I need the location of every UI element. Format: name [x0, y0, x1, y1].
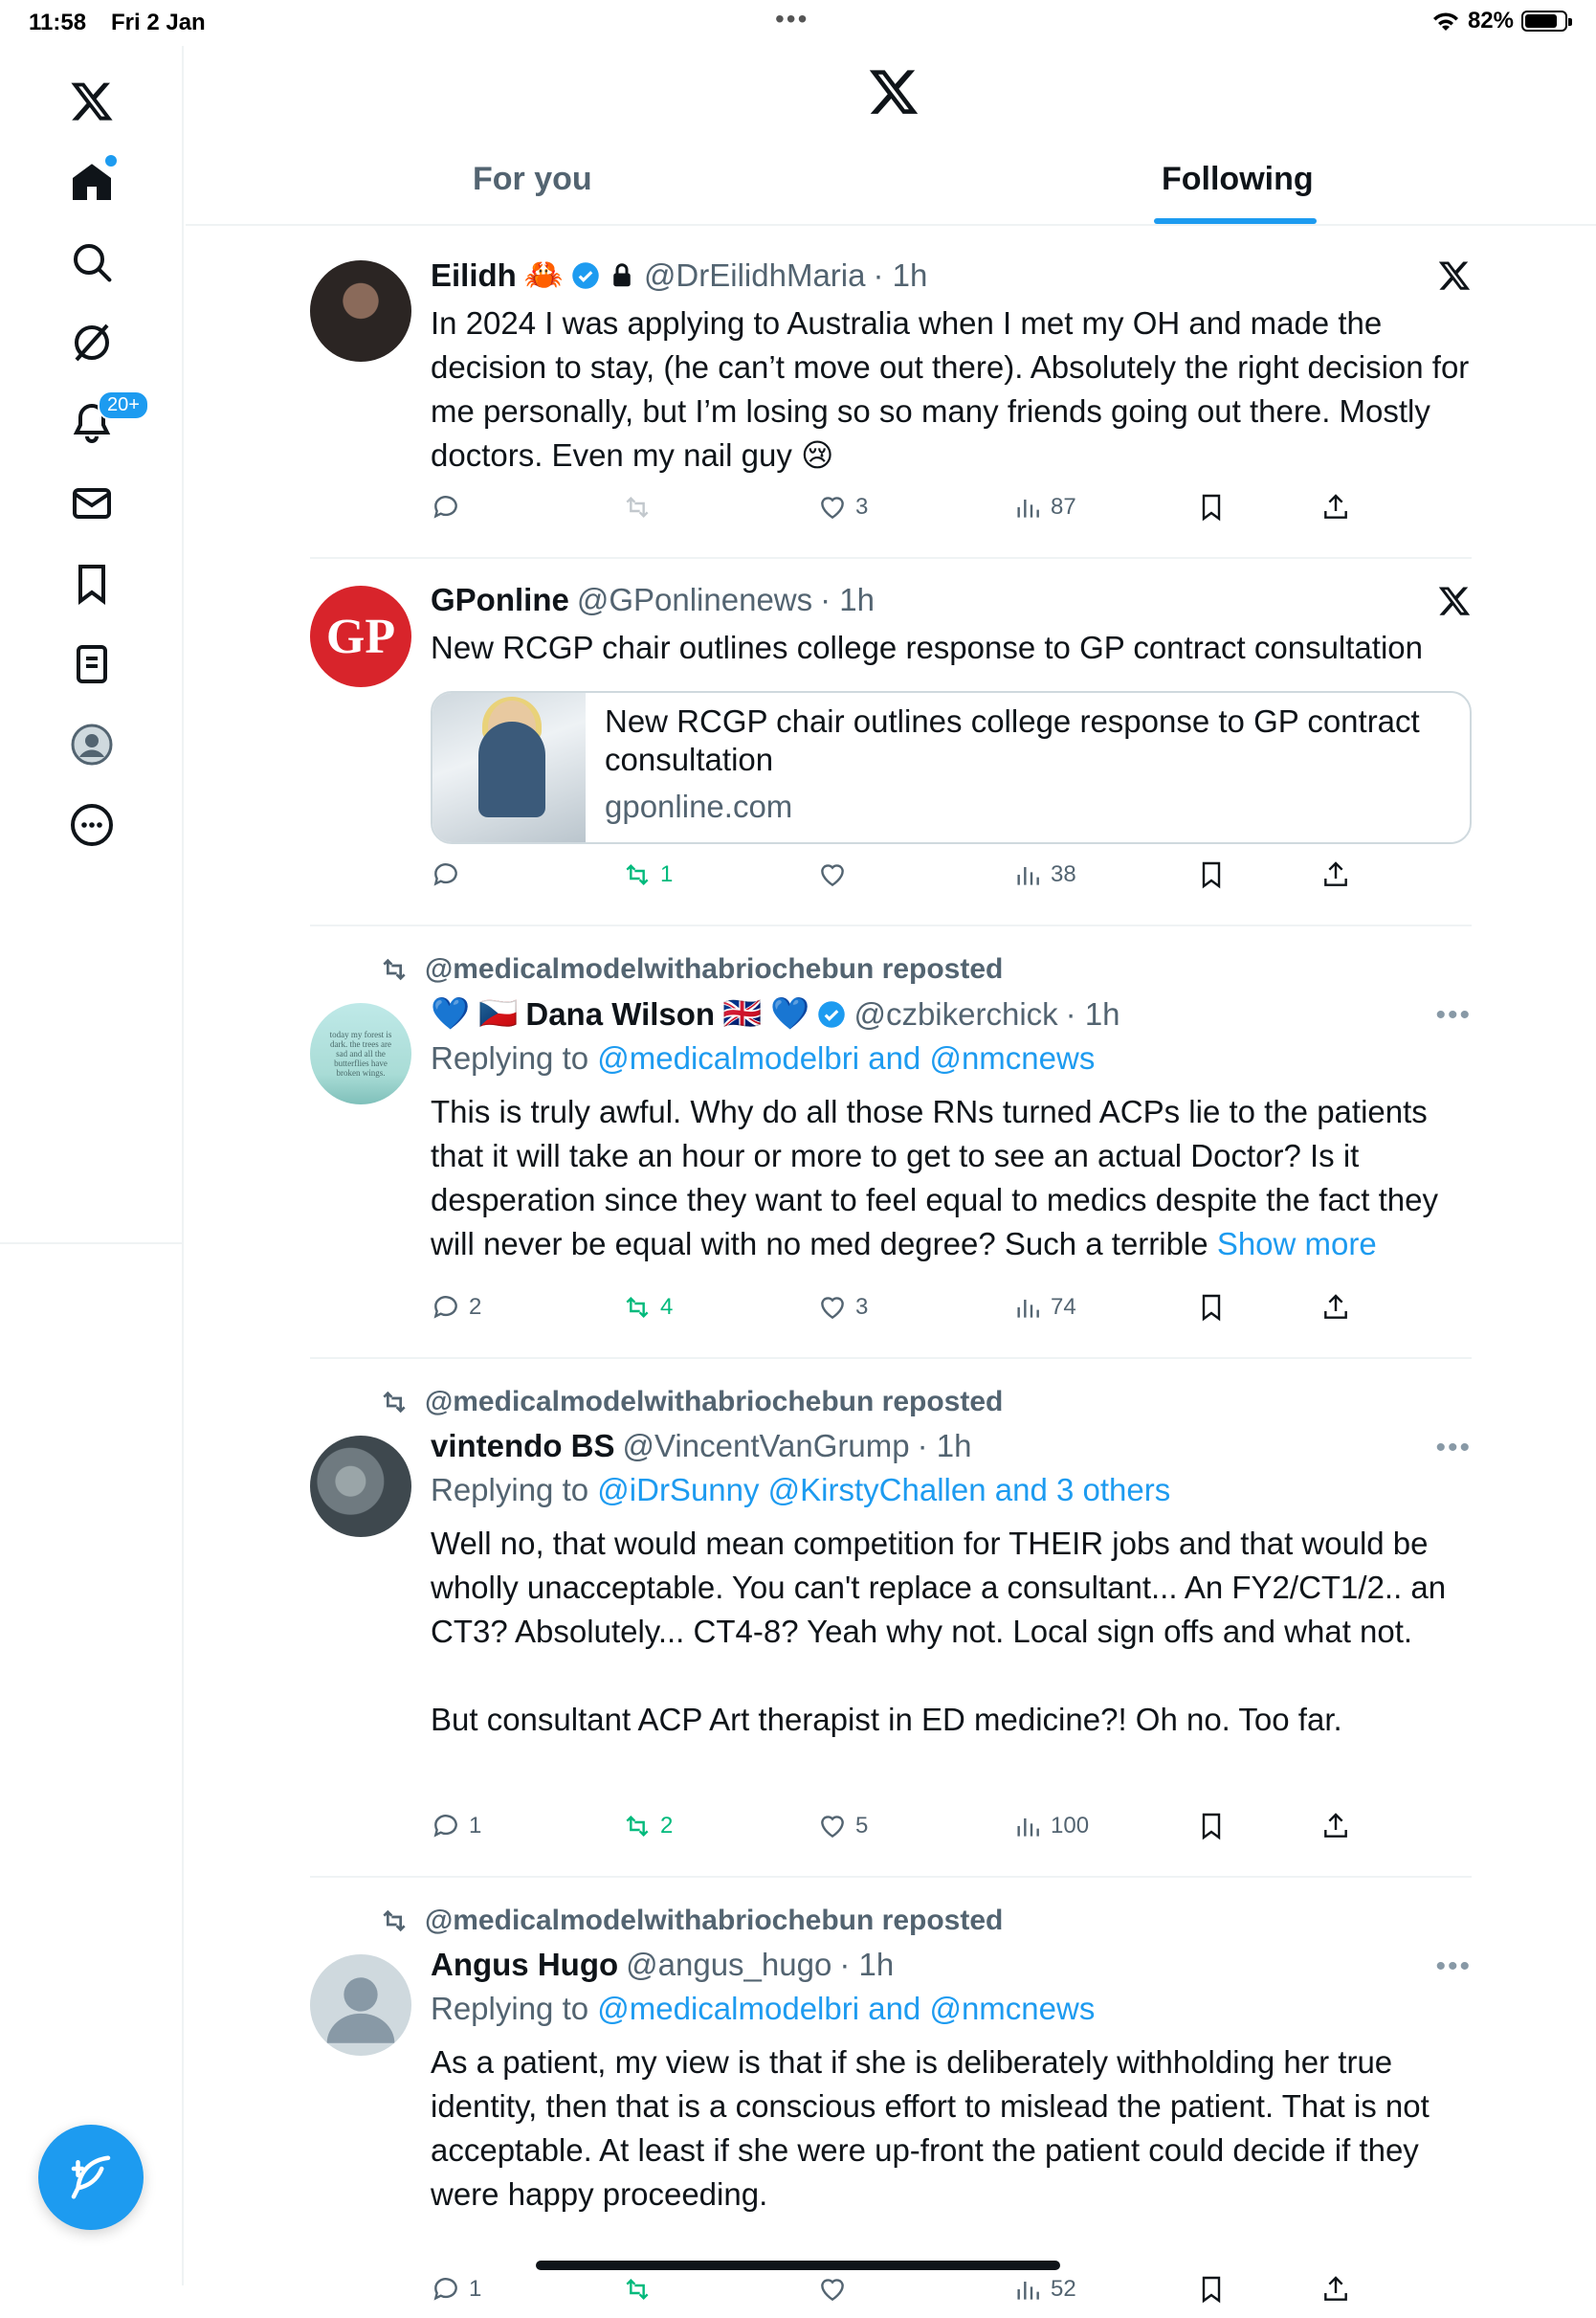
like-button[interactable]	[817, 1811, 868, 1841]
views-chart-icon	[1012, 2274, 1043, 2305]
status-time: 11:58	[29, 10, 87, 35]
tweet-text: New RCGP chair outlines college response to GP contract consultation	[431, 630, 1423, 665]
heart-icon	[817, 1292, 848, 1323]
author-handle[interactable]: @VincentVanGrump	[622, 1428, 910, 1463]
replying-to: Replying to @iDrSunny @KirstyChallen and 3 others	[431, 1472, 1171, 1507]
views-chart-icon	[1012, 859, 1043, 890]
repost-indicator	[379, 1905, 1003, 1937]
views-button[interactable]	[1012, 1811, 1089, 1841]
battery-percent: 82%	[1467, 8, 1514, 33]
views-chart-icon	[1012, 492, 1043, 523]
lock-icon	[608, 261, 636, 290]
like-button[interactable]	[817, 2274, 855, 2305]
more-options-icon[interactable]: •••	[1435, 999, 1472, 1031]
author-name[interactable]: Dana Wilson	[525, 995, 716, 1032]
views-button[interactable]	[1012, 2274, 1076, 2305]
status-date: Fri 2 Jan	[111, 10, 206, 35]
notifications-icon[interactable]	[54, 385, 140, 461]
share-icon	[1320, 2274, 1351, 2305]
reply-count: 2	[469, 1294, 482, 1320]
tweet-actions	[431, 859, 1472, 898]
bookmarks-icon[interactable]	[54, 546, 130, 622]
repost-button[interactable]	[622, 859, 673, 890]
verified-badge-icon	[571, 261, 600, 290]
share-icon	[1320, 1811, 1351, 1841]
status-right	[1431, 8, 1567, 34]
bookmark-icon	[1196, 2274, 1227, 2305]
name-emoji: 🦀	[523, 256, 564, 292]
share-icon	[1320, 859, 1351, 890]
reply-icon	[431, 1292, 461, 1323]
messages-icon[interactable]	[54, 465, 130, 542]
like-button[interactable]	[817, 859, 855, 890]
bookmark-icon	[1196, 492, 1227, 523]
like-button[interactable]	[817, 492, 868, 523]
view-count: 74	[1051, 1294, 1076, 1320]
tweet-actions	[431, 2274, 1472, 2312]
timeline-feed	[310, 228, 1478, 2318]
lists-icon[interactable]	[54, 626, 130, 702]
reposted-by[interactable]: @medicalmodelwithabriochebun reposted	[425, 953, 1004, 985]
link-card-domain: gponline.com	[605, 789, 793, 824]
author-handle[interactable]: @angus_hugo	[626, 1947, 832, 1982]
sidebar-divider	[0, 1242, 184, 1244]
tweet-text: As a patient, my view is that if she is deliberately withholding her true identity, then that is a conscious effort to mislead the patient. That is not acceptable. At least if she were up-front the patient could decide if they were happy proceeding.	[431, 2044, 1438, 2212]
repost-indicator	[379, 1386, 1003, 1418]
reposted-by[interactable]: @medicalmodelwithabriochebun reposted	[425, 1386, 1004, 1417]
like-count: 3	[855, 494, 869, 520]
view-count: 87	[1051, 494, 1076, 520]
repost-button[interactable]	[622, 1292, 673, 1323]
verified-badge-icon	[817, 1000, 846, 1029]
x-logo-icon[interactable]	[1437, 584, 1472, 618]
views-button[interactable]	[1012, 492, 1076, 523]
bookmark-icon	[1196, 1811, 1227, 1841]
x-logo-icon[interactable]	[1437, 258, 1472, 293]
bookmark-icon	[1196, 1292, 1227, 1323]
reply-count: 1	[469, 2276, 482, 2302]
reply-icon	[431, 2274, 461, 2305]
more-options-icon[interactable]	[54, 787, 130, 863]
compose-feather-icon	[65, 2151, 117, 2203]
link-card-image	[432, 693, 586, 844]
tweet[interactable]	[310, 559, 1472, 926]
views-button[interactable]	[1012, 859, 1076, 890]
repost-icon	[622, 859, 653, 890]
tweet-time[interactable]: · 1h	[917, 1428, 972, 1463]
avatar[interactable]	[310, 586, 411, 687]
reply-icon	[431, 859, 461, 890]
author-name[interactable]: Angus Hugo	[431, 1947, 619, 1982]
avatar[interactable]	[310, 1954, 411, 2056]
avatar[interactable]	[310, 1003, 411, 1104]
bookmark-button[interactable]	[1196, 492, 1227, 523]
bookmark-button[interactable]	[1196, 2274, 1227, 2305]
compose-post-button[interactable]	[38, 2125, 144, 2230]
reply-icon	[431, 492, 461, 523]
home-icon[interactable]	[54, 144, 130, 220]
bookmark-icon	[1196, 859, 1227, 890]
x-logo-icon[interactable]	[867, 65, 920, 119]
home-indicator[interactable]	[536, 2261, 1060, 2270]
repost-icon	[379, 1387, 410, 1417]
active-tab-indicator	[1154, 218, 1317, 224]
grok-icon[interactable]	[54, 304, 130, 381]
author-handle[interactable]: @czbikerchick	[853, 995, 1058, 1032]
tab-for-you[interactable]: For you	[473, 161, 592, 197]
tweet[interactable]	[310, 228, 1478, 559]
repost-button[interactable]	[622, 1811, 673, 1841]
tweet-actions	[431, 1811, 1472, 1849]
avatar[interactable]	[310, 1436, 411, 1537]
notification-badge: 20+	[98, 390, 149, 420]
replying-to-link[interactable]: @medicalmodelbri and @nmcnews	[597, 1040, 1096, 1076]
reply-button[interactable]	[431, 859, 469, 890]
tweet-text: Well no, that would mean competition for THEIR jobs and that would be wholly unacceptable. You can't replace a consultant... An FY2/CT1/2.. an CT3? Absolutely... CT4-8? Yeah why not. Local sign offs and what not. But consultant ACP Art therapist in ED medicine?! Oh no. Too far.	[431, 1526, 1447, 1737]
heart-icon	[817, 859, 848, 890]
search-icon[interactable]	[54, 224, 130, 301]
repost-count: 2	[660, 1813, 674, 1839]
tweet-text: In 2024 I was applying to Australia when I met my OH and made the decision to stay, (he can’t move out there). Absolutely the right decision for me personally, but I’m losing so so many friends going out there. Mostly doctors. Even my nail guy 😢	[431, 305, 1478, 473]
sidebar	[0, 46, 184, 2285]
share-icon	[1320, 492, 1351, 523]
multitask-dots-icon[interactable]: •••	[775, 4, 809, 33]
replying-to-link[interactable]: @iDrSunny @KirstyChallen and 3 others	[597, 1472, 1171, 1507]
tweet[interactable]	[310, 1359, 1472, 1878]
like-count: 3	[855, 1294, 869, 1320]
home-unread-dot	[105, 155, 117, 167]
share-button[interactable]	[1320, 492, 1351, 523]
repost-icon	[622, 492, 653, 523]
bookmark-button[interactable]	[1196, 1811, 1227, 1841]
tab-following[interactable]: Following	[1162, 161, 1314, 197]
tweet-actions	[431, 492, 1472, 530]
show-more-link[interactable]: Show more	[1216, 1226, 1377, 1261]
tweet-text: This is truly awful. Why do all those RNs turned ACPs lie to the patients that it will take an hour or more to get to see an actual Doctor? Is it desperation since they want to feel equal to medics despite the fact they will never be equal with no med degree? Such a terrible Show more	[431, 1094, 1448, 1261]
tweet-time[interactable]: · 1h	[1065, 995, 1120, 1032]
name-suffix-emoji: 🇬🇧 💙	[722, 995, 810, 1031]
reposted-by[interactable]: @medicalmodelwithabriochebun reposted	[425, 1905, 1004, 1936]
bookmark-button[interactable]	[1196, 1292, 1227, 1323]
x-logo-icon[interactable]	[54, 63, 130, 140]
tweet[interactable]	[310, 1878, 1472, 2318]
tweet-time[interactable]: · 1h	[839, 1947, 895, 1982]
tweet-time[interactable]: · 1h	[873, 256, 928, 293]
author-handle[interactable]: @GPonlinenews	[576, 582, 813, 617]
like-count: 5	[855, 1813, 869, 1839]
tweet[interactable]	[310, 926, 1472, 1359]
repost-indicator	[379, 953, 1003, 986]
view-count: 38	[1051, 861, 1076, 887]
author-name[interactable]: Eilidh	[431, 256, 517, 293]
heart-icon	[817, 2274, 848, 2305]
views-chart-icon	[1012, 1811, 1043, 1841]
repost-icon	[622, 2274, 653, 2305]
avatar-quote-text: today my forest is dark. the trees are sad and all the butterflies have broken wings.	[329, 1030, 392, 1078]
wifi-icon	[1431, 10, 1460, 33]
share-button[interactable]	[1320, 859, 1351, 890]
replying-to: Replying to @medicalmodelbri and @nmcnews	[431, 1991, 1096, 2026]
default-avatar-icon	[310, 1954, 411, 2056]
repost-icon	[379, 954, 410, 985]
reply-button[interactable]	[431, 1811, 481, 1841]
author-name[interactable]: GPonline	[431, 582, 569, 617]
heart-icon	[817, 492, 848, 523]
views-button[interactable]	[1012, 1292, 1076, 1323]
share-button[interactable]	[1320, 1811, 1351, 1841]
timeline-header	[186, 46, 1596, 226]
replying-to: Replying to @medicalmodelbri and @nmcnews	[431, 1040, 1096, 1076]
profile-avatar-icon[interactable]	[54, 706, 130, 783]
repost-icon	[622, 1811, 653, 1841]
reply-icon	[431, 1811, 461, 1841]
battery-icon	[1521, 11, 1567, 32]
author-handle[interactable]: @DrEilidhMaria	[643, 256, 866, 293]
status-bar	[0, 0, 1596, 46]
repost-button[interactable]	[622, 2274, 660, 2305]
heart-icon	[817, 1811, 848, 1841]
author-name[interactable]: vintendo BS	[431, 1428, 615, 1463]
tweet-actions	[431, 1292, 1472, 1330]
reply-button[interactable]	[431, 1292, 481, 1323]
repost-count: 4	[660, 1294, 674, 1320]
share-button[interactable]	[1320, 2274, 1351, 2305]
more-options-icon[interactable]: •••	[1435, 1432, 1472, 1463]
like-button[interactable]	[817, 1292, 868, 1323]
repost-button[interactable]	[622, 492, 660, 523]
share-button[interactable]	[1320, 1292, 1351, 1323]
share-icon	[1320, 1292, 1351, 1323]
reply-count: 1	[469, 1813, 482, 1839]
gponline-logo-text: GP	[325, 609, 396, 664]
tweet-time[interactable]: · 1h	[820, 582, 876, 617]
more-options-icon[interactable]: •••	[1435, 1950, 1472, 1982]
link-card-title: New RCGP chair outlines college response to GP contract consultation	[605, 703, 1420, 777]
view-count: 100	[1051, 1813, 1090, 1839]
repost-count: 1	[660, 861, 674, 887]
name-prefix-emoji: 💙 🇨🇿	[431, 995, 519, 1031]
avatar[interactable]	[310, 260, 411, 362]
repost-icon	[379, 1906, 410, 1936]
reply-button[interactable]	[431, 492, 469, 523]
bookmark-button[interactable]	[1196, 859, 1227, 890]
views-chart-icon	[1012, 1292, 1043, 1323]
repost-icon	[622, 1292, 653, 1323]
link-card[interactable]	[431, 691, 1472, 844]
view-count: 52	[1051, 2276, 1076, 2302]
replying-to-link[interactable]: @medicalmodelbri and @nmcnews	[597, 1991, 1096, 2026]
reply-button[interactable]	[431, 2274, 481, 2305]
